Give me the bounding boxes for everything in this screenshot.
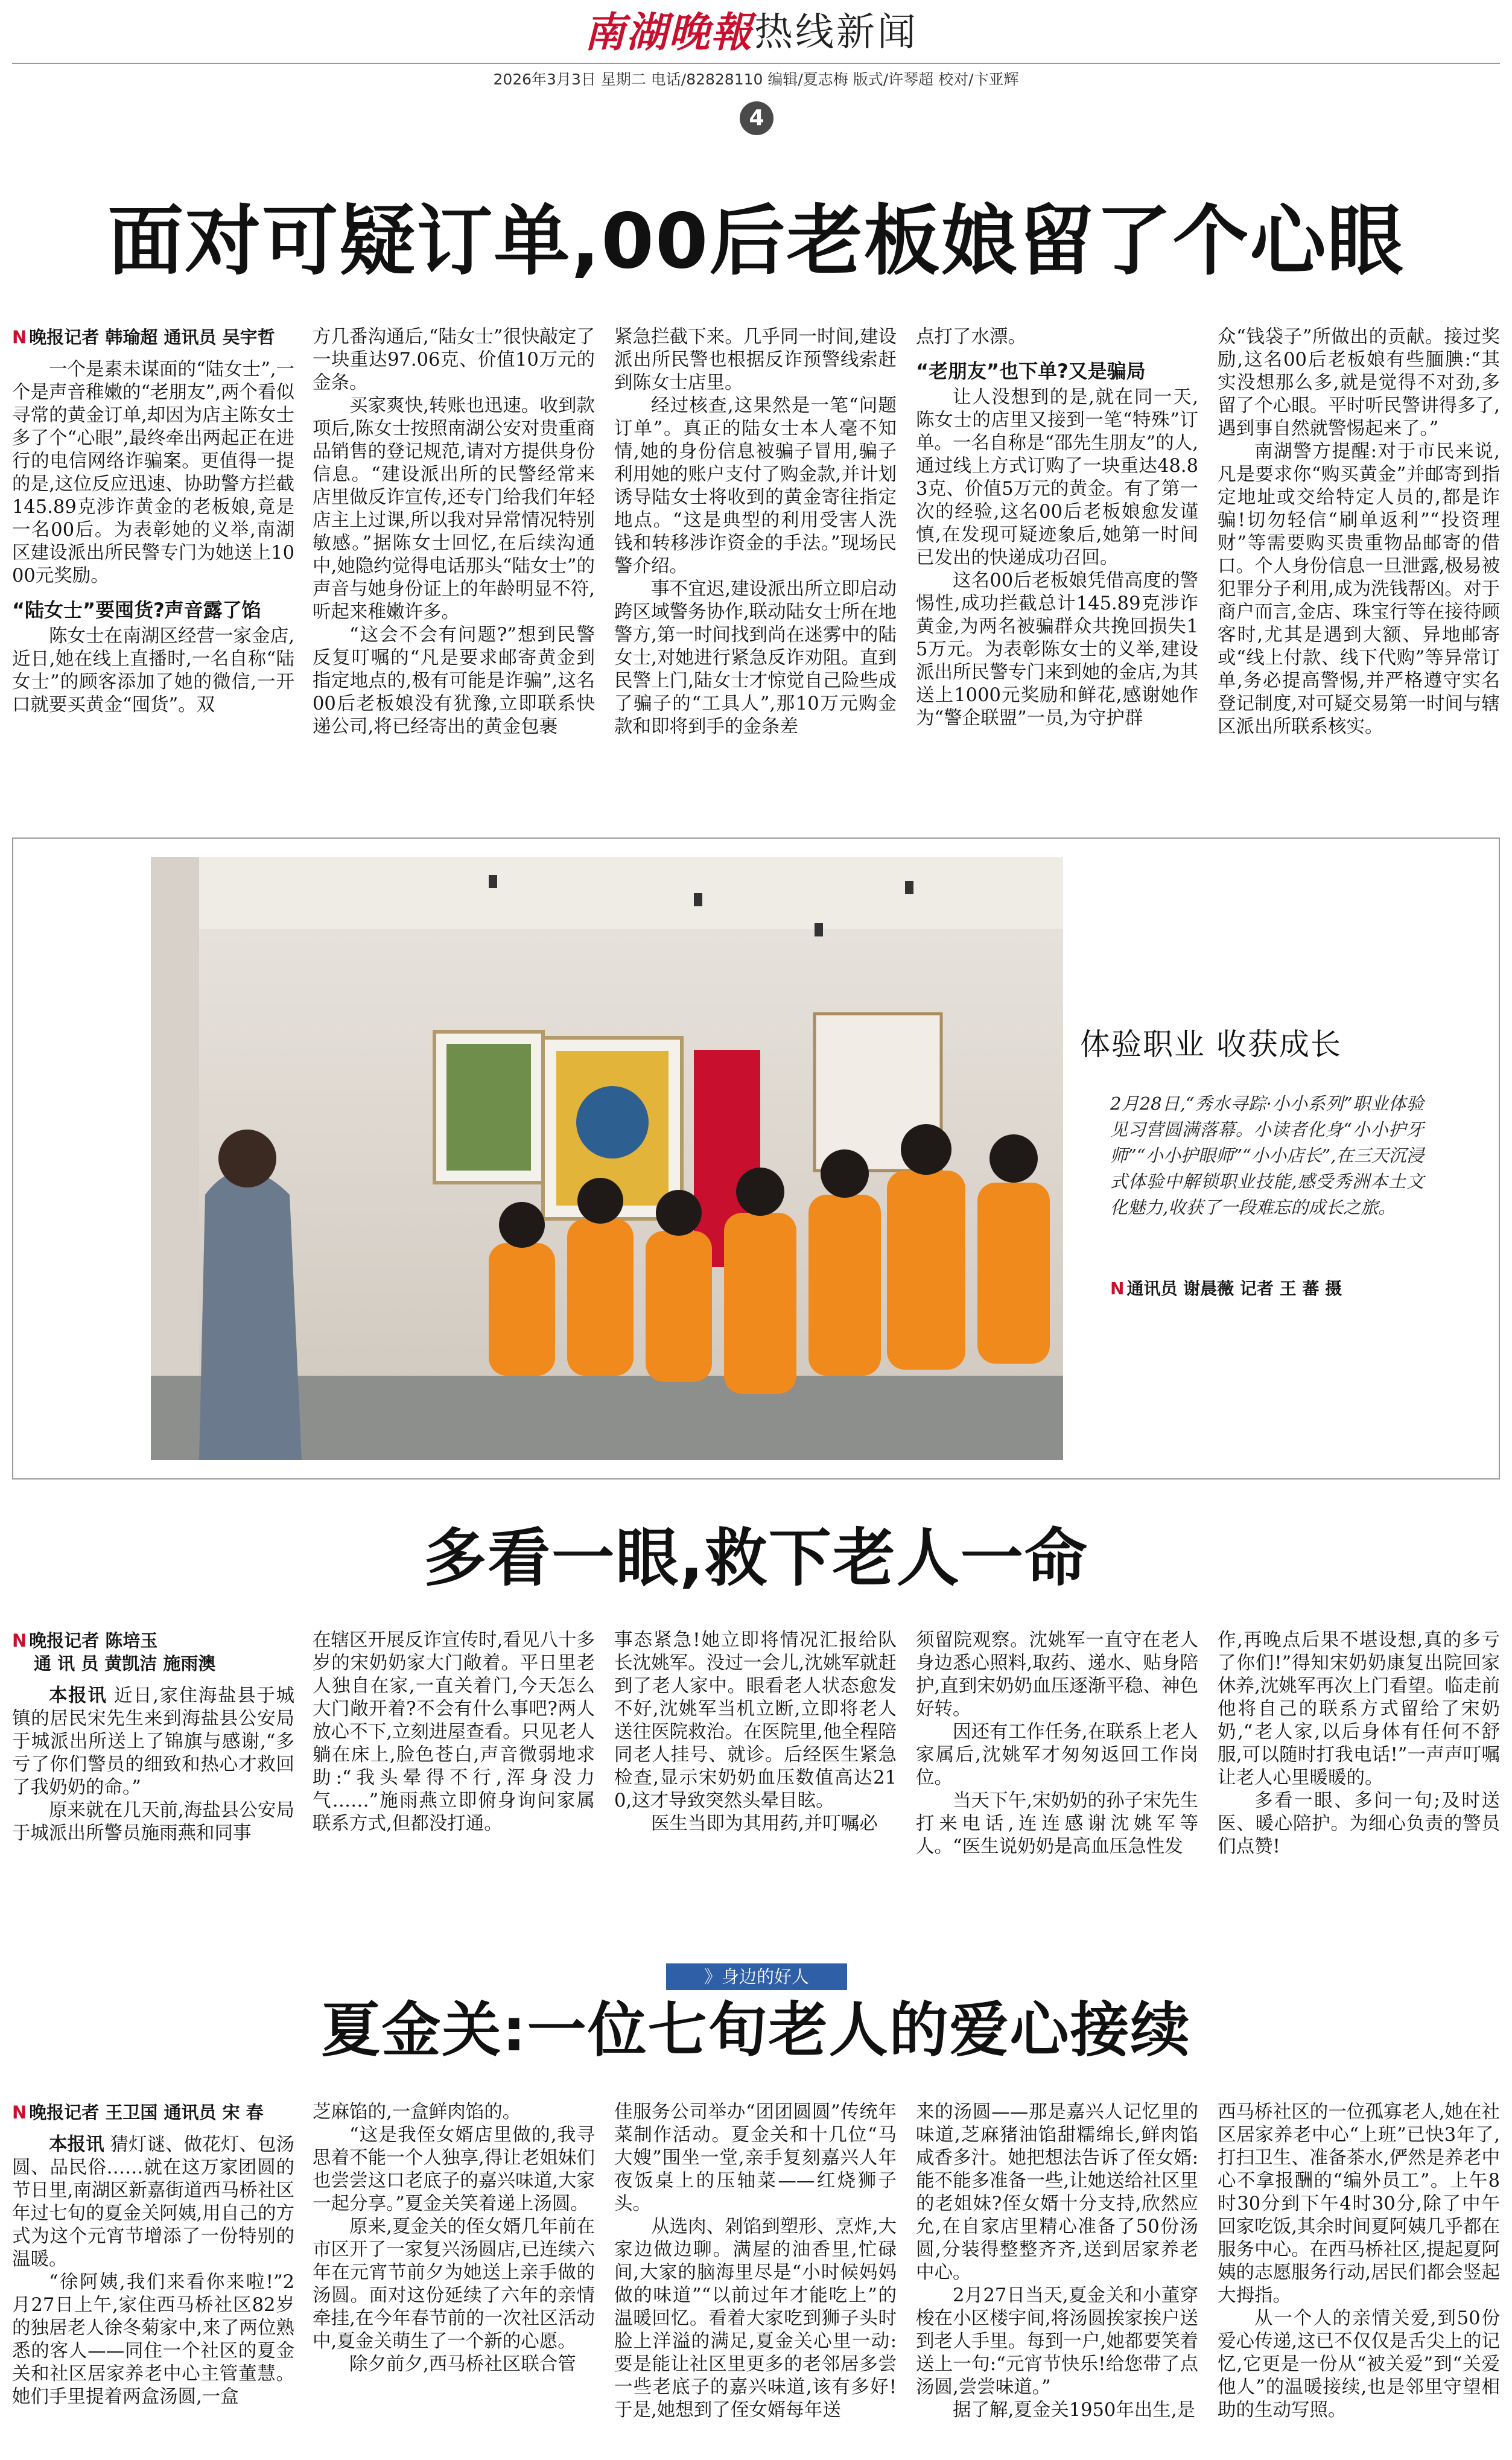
article1-headline: 面对可疑订单,00后老板娘留了个心眼 bbox=[107, 197, 1405, 285]
article3-byline: N 晚报记者 王卫国 通讯员 宋 春 bbox=[12, 2102, 264, 2123]
article1-subhead-1: “陆女士”要囤货?声音露了馅 bbox=[12, 599, 261, 621]
paragraph: 近日,家住海盐县于城镇的居民宋先生来到海盐县公安局于城派出所送上了锦旗与感谢,“多亏了你们警员的细致和热心才救回了我奶奶的命。” bbox=[12, 1685, 294, 1798]
paragraph: 一个是素未谋面的“陆女士”,一个是声音稚嫩的“老朋友”,两个看似寻常的黄金订单,却因为店主陈女士多了个“心眼”,最终牵出两起正在进行的电信网络诈骗案。更值得一提的是,这位反应迅速、协助警方拦截145.89克涉诈黄金的老板娘,竟是一名00后。为表彰她的义举,南湖区建设派出所民警专门为她送上1000元奖励。 bbox=[12, 359, 294, 586]
paragraph: 西马桥社区的一位孤寡老人,她在社区居家养老中心“上班”已快3年了,打扫卫生、准备茶水,俨然是养老中心不拿报酬的“编外员工”。上午8时30分到下午4时30分,除了中午回家吃饭,其余时间夏阿姨几乎都在服务中心。在西马桥社区,提起夏阿姨的志愿服务行动,居民们都会竖起大拇指。 bbox=[1218, 2102, 1500, 2306]
article3-col-4 bbox=[916, 2101, 1198, 2422]
section-tag: 》身边的好人 bbox=[666, 1963, 847, 1990]
article1-byline: N 晚报记者 韩瑜超 通讯员 吴宇哲 bbox=[12, 327, 275, 348]
paragraph: 这名00后老板娘凭借高度的警惕性,成功拦截总计145.89克涉诈黄金,为两名被骗群众共挽回损失15万元。为表彰陈女士的义举,建设派出所民警专门来到她的金店,为其送上1000元奖励和鲜花,感谢她作为“警企联盟”一员,为守护群 bbox=[916, 570, 1198, 729]
article1-col-1 bbox=[12, 326, 294, 717]
paragraph: 事不宜迟,建设派出所立即启动跨区域警务协作,联动陆女士所在地警方,第一时间找到尚在迷雾中的陆女士,对她进行紧急反诈劝阻。直到民警上门,陆女士才惊觉自己险些成了骗子的“工具人”,那10万元购金款和即将到手的金条差 bbox=[614, 579, 897, 737]
photo-feature-box bbox=[12, 837, 1500, 1479]
paragraph: 从一个人的亲情关爱,到50份爱心传递,这已不仅仅是舌尖上的记忆,它更是一份从“被关爱”到“关爱他人”的温暖接续,也是邻里守望相助的生动写照。 bbox=[1218, 2308, 1500, 2421]
paragraph: 2月27日当天,夏金关和小董穿梭在小区楼宇间,将汤圆挨家挨户送到老人手里。每到一户,她都要笑着送上一句:“元宵节快乐!给您带了点汤圆,尝尝味道。” bbox=[916, 2285, 1198, 2398]
n-logo-icon: N bbox=[12, 327, 27, 348]
article2-byline-2: 通 讯 员 黄凯洁 施雨澳 bbox=[34, 1653, 216, 1674]
paragraph: 原来,夏金关的侄女婿几年前在市区开了一家复兴汤圆店,已连续六年在元宵节前夕为她送上亲手做的汤圆。面对这份延续了六年的亲情牵挂,在今年春节前的一次社区活动中,夏金关萌生了一个新的心愿。 bbox=[313, 2216, 595, 2352]
paragraph: 事态紧急!她立即将情况汇报给队长沈姚军。没过一会儿,沈姚军就赶到了老人家中。眼看老人状态愈发不好,沈姚军当机立断,立即将老人送往医院救治。在医院里,他全程陪同老人挂号、就诊。后经医生紧急检查,显示宋奶奶血压数值高达210,这才导致突然头晕目眩。 bbox=[614, 1630, 897, 1811]
photo-children-exhibition bbox=[151, 857, 1063, 1460]
paragraph: “这是我侄女婿店里做的,我寻思着不能一个人独享,得让老姐妹们也尝尝这口老底子的嘉兴味道,大家一起分享。”夏金关笑着递上汤圆。 bbox=[313, 2125, 595, 2214]
article1-col-5 bbox=[1218, 326, 1500, 739]
paragraph: 南湖警方提醒:对于市民来说,凡是要求你“购买黄金”并邮寄到指定地址或交给特定人员的,都是诈骗!切勿轻信“刷单返利”“投资理财”等需要购买贵重物品邮寄的借口。个人身份信息一旦泄露,极易被犯罪分子利用,成为洗钱帮凶。对于商户而言,金店、珠宝行等在接待顾客时,尤其是遇到大额、异地邮寄或“线上付款、线下代购”等异常订单,务必提高警惕,并严格遵守实名登记制度,对可疑交易第一时间与辖区派出所联系核实。 bbox=[1218, 441, 1500, 737]
photo-caption: 2月28日,“秀水寻踪·小小系列”职业体验见习营圆满落幕。小读者化身“小小护牙师”“小小护眼师”“小小店长”,在三天沉浸式体验中解锁职业技能,感受秀洲本土文化魅力,收获了一段难忘的成长之旅。 bbox=[1110, 1093, 1424, 1218]
paragraph: 猜灯谜、做花灯、包汤圆、品民俗……就在这万家团圆的节日里,南湖区新嘉街道西马桥社区年过七旬的夏金关阿姨,用自己的方式为这个元宵节增添了一份特别的温暖。 bbox=[12, 2134, 295, 2270]
article1-col-2 bbox=[313, 326, 595, 739]
paragraph: 点打了水漂。 bbox=[916, 326, 1026, 348]
article2-col-5 bbox=[1218, 1629, 1500, 1858]
paragraph: “徐阿姨,我们来看你来啦!”2月27日上午,家住西马桥社区82岁的独居老人徐冬菊家中,来了两位熟悉的客人——同住一个社区的夏金关和社区居家养老中心主管董慧。她们手里提着两盒汤圆,一盒 bbox=[12, 2272, 294, 2408]
n-logo-icon: N bbox=[1110, 1279, 1125, 1298]
article1-col-4 bbox=[916, 326, 1198, 730]
article3-col-1 bbox=[12, 2101, 294, 2409]
lead-label: 本报讯 bbox=[49, 2134, 104, 2155]
paragraph: 在辖区开展反诈宣传时,看见八十多岁的宋奶奶家大门敞着。平日里老人独自在家,一直关着门,今天怎么大门敞开着?不会有什么事吧?两人放心不下,立刻进屋查看。只见老人躺在床上,脸色苍白,声音微弱地求助:“我头晕得不行,浑身没力气……”施雨燕立即俯身询问家属联系方式,但都没打通。 bbox=[313, 1630, 595, 1834]
article2-col-3 bbox=[614, 1629, 897, 1835]
masthead-rule bbox=[12, 63, 1500, 64]
paragraph: 陈女士在南湖区经营一家金店,近日,她在线上直播时,一名自称“陆女士”的顾客添加了她的微信,一开口就要买黄金“囤货”。双 bbox=[12, 626, 294, 716]
masthead bbox=[0, 0, 1512, 145]
paragraph: 作,再晚点后果不堪设想,真的多亏了你们!”得知宋奶奶康复出院回家休养,沈姚军再次上门看望。临走前他将自己的联系方式留给了宋奶奶,“老人家,以后身体有任何不舒服,可以随时打我电话!”一声声叮嘱让老人心里暖暖的。 bbox=[1218, 1630, 1500, 1788]
paragraph: 方几番沟通后,“陆女士”很快敲定了一块重达97.06克、价值10万元的金条。 bbox=[313, 326, 595, 393]
paragraph: 经过核查,这果然是一笔“问题订单”。真正的陆女士本人毫不知情,她的身份信息被骗子冒用,骗子利用她的账户支付了购金款,并计划诱导陆女士将收到的黄金寄往指定地点。“这是典型的利用受害人洗钱和转移涉诈资金的手法。”现场民警介绍。 bbox=[614, 395, 897, 577]
paragraph: 医生当即为其用药,并叮嘱必 bbox=[651, 1813, 878, 1834]
n-logo-icon: N bbox=[12, 2102, 27, 2123]
article2-byline-1: N 晚报记者 陈培玉 bbox=[12, 1630, 158, 1651]
article2-col-1 bbox=[12, 1629, 294, 1845]
article2-col-2 bbox=[313, 1629, 595, 1835]
photo-credit: N 通讯员 谢晨薇 记者 王 蕃 摄 bbox=[1110, 1277, 1342, 1301]
article3-headline: 夏金关:一位七旬老人的爱心接续 bbox=[321, 1996, 1191, 2065]
article3-col-3 bbox=[614, 2101, 897, 2422]
paragraph: 众“钱袋子”所做出的贡献。接过奖励,这名00后老板娘有些腼腆:“其实没想那么多,就是觉得不对劲,多留了个心眼。平时听民警讲得多了,遇到事自然就警惕起来了。” bbox=[1218, 326, 1500, 439]
article1-col-3 bbox=[614, 326, 897, 739]
article2-col-4 bbox=[916, 1629, 1198, 1858]
paragraph: 买家爽快,转账也迅速。收到款项后,陈女士按照南湖公安对贵重商品销售的登记规范,请对方提供身份信息。“建设派出所的民警经常来店里做反诈宣传,还专门给我们年轻店主上过课,所以我对异常情况特别敏感。”据陈女士回忆,在后续沟通中,她隐约觉得电话那头“陆女士”的声音与她身份证上的年龄明显不符,听起来稚嫩许多。 bbox=[313, 395, 595, 623]
article2-headline: 多看一眼,救下老人一命 bbox=[424, 1521, 1088, 1595]
paragraph: 除夕前夕,西马桥社区联合管 bbox=[349, 2354, 576, 2375]
masthead-info: 2026年3月3日 星期二 电话/82828110 编辑/夏志梅 版式/许琴超 校对/卞亚辉 bbox=[493, 71, 1019, 88]
paragraph: 让人没想到的是,就在同一天,陈女士的店里又接到一笔“特殊”订单。一名自称是“邵先生朋友”的人,通过线上方式订购了一块重达48.83克、价值5万元的黄金。有了第一次的经验,这名00后老板娘愈发谨慎,在发现可疑迹象后,她第一时间已发出的快递成功召回。 bbox=[916, 387, 1198, 568]
newspaper-logo: 南湖晚報 bbox=[584, 8, 754, 57]
paragraph: 来的汤圆——那是嘉兴人记忆里的味道,芝麻猪油馅甜糯绵长,鲜肉馅咸香多汁。她把想法告诉了侄女婿:能不能多准备一些,让她送给社区里的老姐妹?侄女婿十分支持,欣然应允,在自家店里精心准备了50份汤圆,分装得整整齐齐,送到居家养老中心。 bbox=[916, 2102, 1198, 2283]
lead-label: 本报讯 bbox=[49, 1685, 107, 1706]
paragraph: 据了解,夏金关1950年出生,是 bbox=[953, 2400, 1196, 2421]
paragraph: 芝麻馅的,一盒鲜肉馅的。 bbox=[313, 2102, 521, 2123]
photo-title: 体验职业 收获成长 bbox=[1080, 1027, 1342, 1062]
paragraph: 佳服务公司举办“团团圆圆”传统年菜制作活动。夏金关和十几位“马大嫂”围坐一堂,亲手复刻嘉兴人年夜饭桌上的压轴菜——红烧狮子头。 bbox=[614, 2102, 897, 2214]
paragraph: “这会不会有问题?”想到民警反复叮嘱的“凡是要求邮寄黄金到指定地点的,极有可能是诈骗”,这名00后老板娘没有犹豫,立即联系快递公司,将已经寄出的黄金包裹 bbox=[313, 625, 595, 737]
section-title: 热线新闻 bbox=[754, 10, 918, 55]
paragraph: 多看一眼、多问一句;及时送医、暖心陪护。为细心负责的警员们点赞! bbox=[1218, 1790, 1500, 1857]
paragraph: 因还有工作任务,在联系上老人家属后,沈姚军才匆匆返回工作岗位。 bbox=[916, 1721, 1198, 1788]
article3-col-5 bbox=[1218, 2101, 1500, 2422]
paragraph: 从选肉、剁馅到塑形、烹炸,大家边做边聊。满屋的油香里,忙碌间,大家的脑海里尽是“小时候妈妈做的味道”“以前过年才能吃上”的温暖回忆。看着大家吃到狮子头时脸上洋溢的满足,夏金关心里一动:要是能让社区里更多的老邻居多尝一些老底子的嘉兴味道,该有多好!于是,她想到了侄女婿每年送 bbox=[614, 2216, 897, 2421]
page-number-badge: 4 bbox=[740, 101, 773, 135]
paragraph: 原来就在几天前,海盐县公安局于城派出所警员施雨燕和同事 bbox=[12, 1800, 294, 1844]
paragraph: 当天下午,宋奶奶的孙子宋先生打来电话,连连感谢沈姚军等人。“医生说奶奶是高血压急性发 bbox=[916, 1790, 1198, 1857]
article3-col-2 bbox=[313, 2101, 595, 2376]
n-logo-icon: N bbox=[12, 1630, 27, 1651]
paragraph: 紧急拦截下来。几乎同一时间,建设派出所民警也根据反诈预警线索赶到陈女士店里。 bbox=[614, 326, 897, 393]
paragraph: 须留院观察。沈姚军一直守在老人身边悉心照料,取药、递水、贴身陪护,直到宋奶奶血压逐渐平稳、神色好转。 bbox=[916, 1630, 1198, 1720]
article1-subhead-2: “老朋友”也下单?又是骗局 bbox=[916, 360, 1146, 383]
